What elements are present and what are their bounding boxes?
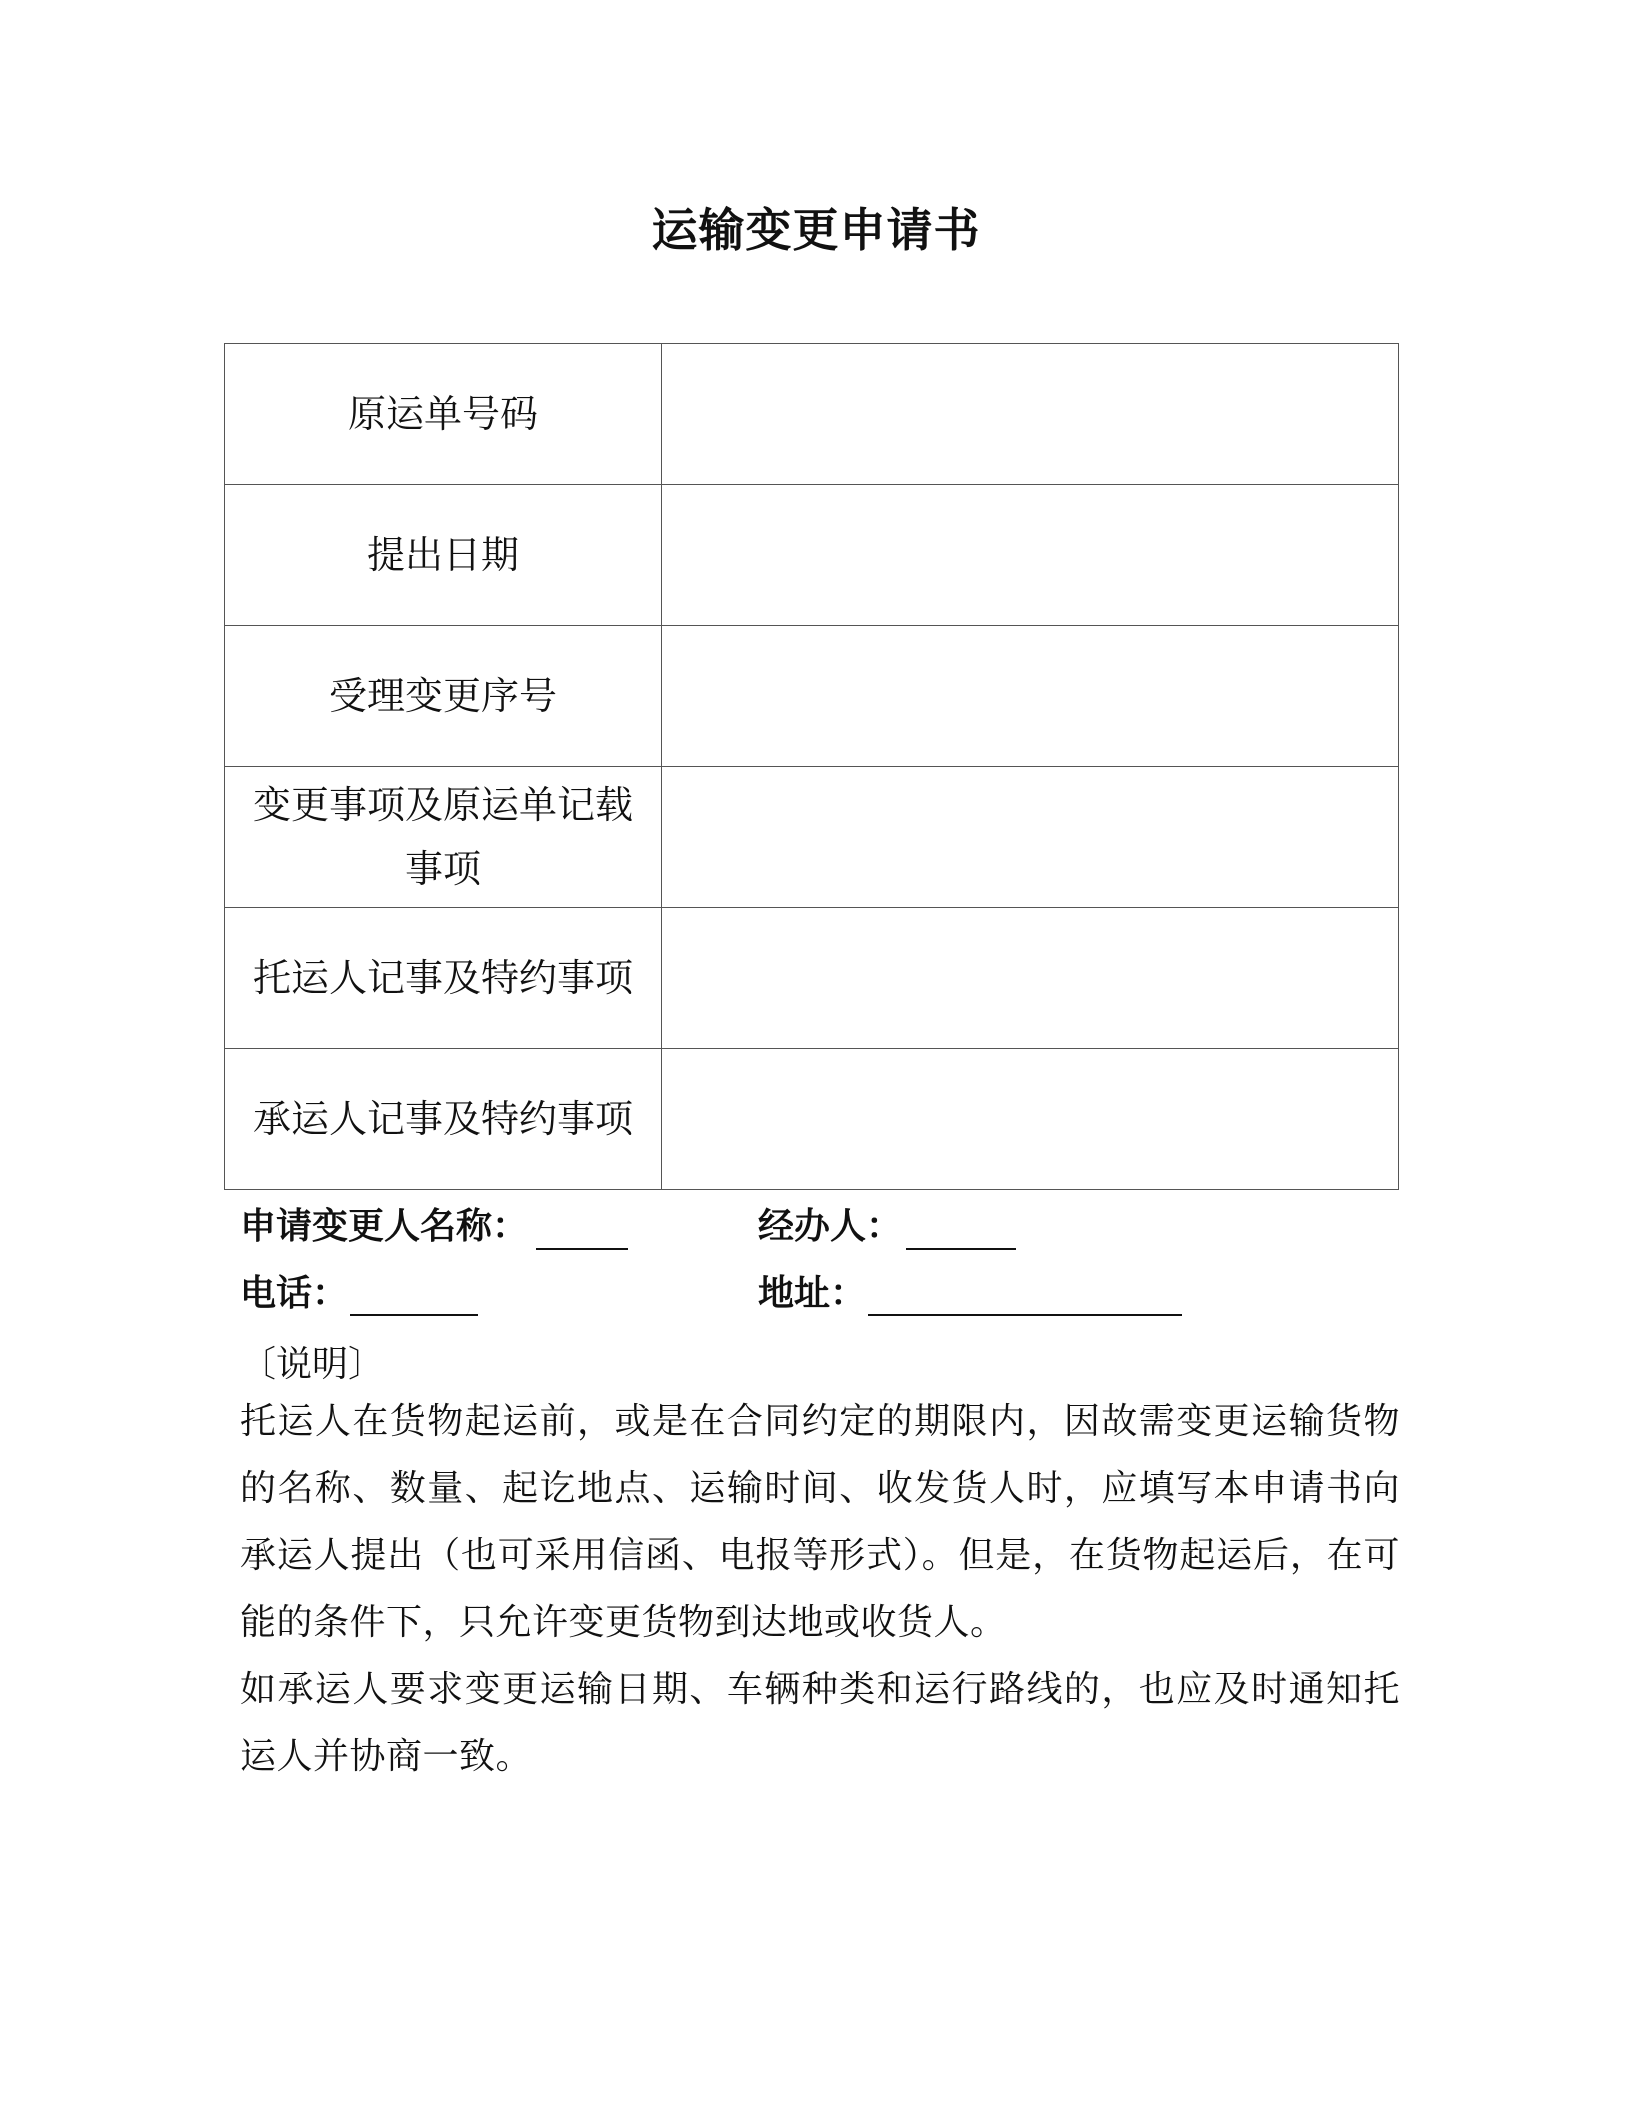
change-request-table [224, 343, 1399, 1190]
table-row [225, 626, 1399, 767]
notes-paragraph-2: 如承运人要求变更运输日期、车辆种类和运行路线的，也应及时通知托运人并协商一致。 [240, 1669, 1400, 1777]
applicant-name-blank[interactable] [536, 1248, 628, 1250]
row-label-original-waybill-number: 原运单号码 [225, 344, 662, 485]
applicant-name-label: 申请变更人名称： [240, 1206, 529, 1247]
carrier-notes-cell[interactable] [662, 1049, 1399, 1190]
table-row [225, 1049, 1399, 1190]
table-row [225, 908, 1399, 1049]
notes-heading: 〔说明〕 [240, 1344, 385, 1385]
table-row [225, 767, 1399, 908]
change-items-cell[interactable] [662, 767, 1399, 908]
change-serial-number-cell[interactable] [662, 626, 1399, 767]
document-title: 运输变更申请书 [651, 203, 981, 257]
submission-date-cell[interactable] [662, 485, 1399, 626]
table-row [225, 485, 1399, 626]
notes-paragraph-1: 托运人在货物起运前，或是在合同约定的期限内，因故需变更运输货物的名称、数量、起讫地点、运输时间、收发货人时，应填写本申请书向承运人提出（也可采用信函、电报等形式）。但是，在货物起运后，在可能的条件下，只允许变更货物到达地或收货人。 [240, 1401, 1400, 1643]
row-label-carrier-notes: 承运人记事及特约事项 [225, 1049, 662, 1190]
table-row [225, 344, 1399, 485]
phone-label: 电话： [240, 1273, 349, 1314]
address-blank[interactable] [868, 1314, 1182, 1316]
shipper-notes-cell[interactable] [662, 908, 1399, 1049]
row-label-submission-date: 提出日期 [225, 485, 662, 626]
address-label: 地址： [758, 1273, 867, 1314]
handler-blank[interactable] [906, 1248, 1016, 1250]
handler-label: 经办人： [758, 1206, 903, 1247]
row-label-change-serial-number: 受理变更序号 [225, 626, 662, 767]
row-label-change-items: 变更事项及原运单记载事项 [225, 767, 662, 908]
original-waybill-number-cell[interactable] [662, 344, 1399, 485]
phone-blank[interactable] [350, 1314, 478, 1316]
row-label-shipper-notes: 托运人记事及特约事项 [225, 908, 662, 1049]
